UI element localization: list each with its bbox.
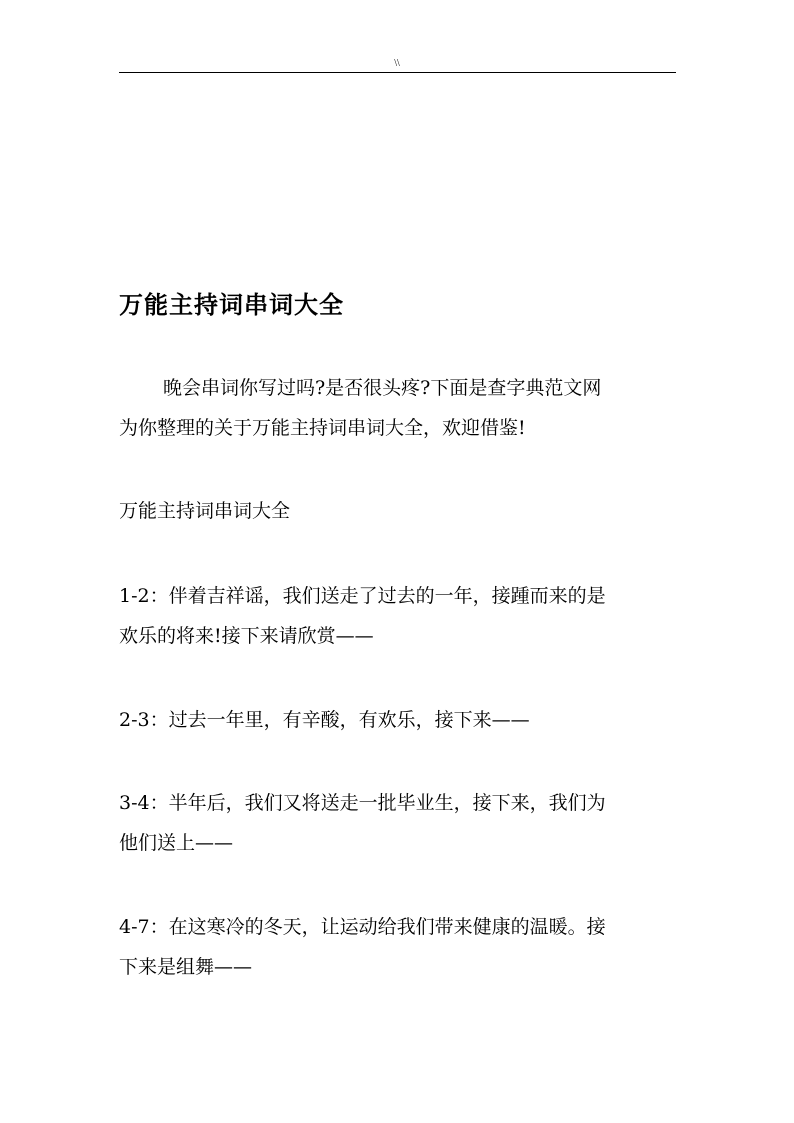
segment-line: 2-3：过去一年里，有辛酸，有欢乐，接下来—— — [119, 709, 530, 731]
segment-line: 3-4：半年后，我们又将送走一批毕业生，接下来，我们为 — [119, 792, 606, 814]
intro-line: 晚会串词你写过吗?是否很头疼?下面是查字典范文网 — [163, 377, 602, 399]
section-subtitle — [119, 491, 676, 531]
intro-line: 为你整理的关于万能主持词串词大全，欢迎借鉴! — [119, 417, 526, 439]
segment-paragraph — [119, 907, 676, 987]
segment-line: 下来是组舞—— — [119, 956, 253, 978]
subtitle-text: 万能主持词串词大全 — [119, 500, 291, 522]
segment-paragraph — [119, 576, 676, 656]
segment-line: 4-7：在这寒冷的冬天，让运动给我们带来健康的温暖。接 — [119, 916, 606, 938]
segment-line: 欢乐的将来!接下来请欣赏—— — [119, 625, 374, 647]
intro-paragraph — [119, 368, 676, 448]
segment-line: 1-2：伴着吉祥谣，我们送走了过去的一年，接踵而来的是 — [119, 585, 606, 607]
segment-paragraph — [119, 783, 676, 863]
document-title: 万能主持词串词大全 — [119, 290, 344, 319]
header-divider — [119, 72, 676, 73]
segment-line: 他们送上—— — [119, 832, 234, 854]
page-header-mark: \\ — [394, 58, 400, 69]
segment-paragraph — [119, 700, 676, 740]
